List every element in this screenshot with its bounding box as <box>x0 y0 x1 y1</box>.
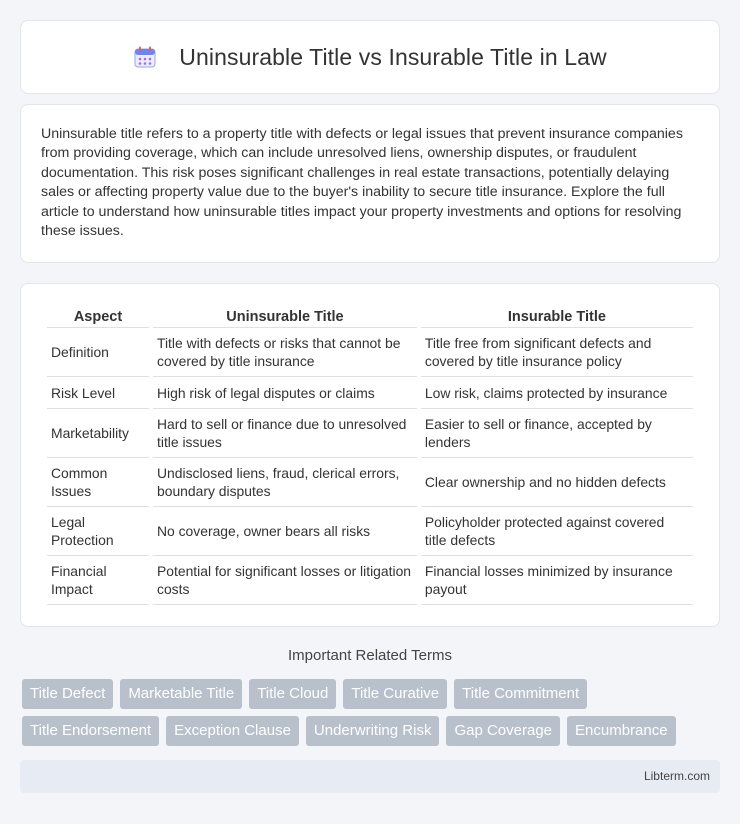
aspect-cell: Risk Level <box>47 377 149 409</box>
table-row <box>47 458 693 507</box>
table-row <box>47 409 693 458</box>
tag-row <box>22 679 722 709</box>
tag-title-defect[interactable]: Title Defect <box>22 679 113 709</box>
insurable-cell: Clear ownership and no hidden defects <box>421 458 693 507</box>
insurable-cell: Policyholder protected against covered title defects <box>421 507 693 556</box>
tag-title-curative[interactable]: Title Curative <box>343 679 447 709</box>
comparison-table <box>43 304 697 605</box>
uninsurable-cell: Title with defects or risks that cannot be covered by title insurance <box>153 328 417 377</box>
header-card <box>20 20 720 94</box>
insurable-cell: Low risk, claims protected by insurance <box>421 377 693 409</box>
tag-encumbrance[interactable]: Encumbrance <box>567 716 676 746</box>
aspect-cell: Legal Protection <box>47 507 149 556</box>
table-row <box>47 556 693 605</box>
comparison-table-card <box>20 283 720 627</box>
aspect-cell: Definition <box>47 328 149 377</box>
table-row <box>47 328 693 377</box>
insurable-cell: Easier to sell or finance, accepted by lenders <box>421 409 693 458</box>
column-header-aspect: Aspect <box>47 304 149 328</box>
intro-card <box>20 104 720 263</box>
intro-text: Uninsurable title refers to a property title with defects or legal issues that prevent insurance companies from providing coverage, which can include unresolved liens, ownership disputes, or fraudulent documentation. This risk poses significant challenges in real estate transactions, potentially delaying sales or affecting property value due to the buyer's inability to secure title insurance. Explore the full article to understand how uninsurable titles impact your property investments and options for resolving these issues. <box>41 126 683 240</box>
tag-title-commitment[interactable]: Title Commitment <box>454 679 587 709</box>
calendar-icon <box>133 45 157 69</box>
uninsurable-cell: Undisclosed liens, fraud, clerical errors, boundary disputes <box>153 458 417 507</box>
uninsurable-cell: Potential for significant losses or litigation costs <box>153 556 417 605</box>
insurable-cell: Title free from significant defects and covered by title insurance policy <box>421 328 693 377</box>
tag-title-cloud[interactable]: Title Cloud <box>249 679 336 709</box>
table-row <box>47 377 693 409</box>
aspect-cell: Marketability <box>47 409 149 458</box>
tag-title-endorsement[interactable]: Title Endorsement <box>22 716 159 746</box>
table-header-row <box>47 304 693 328</box>
table-row <box>47 507 693 556</box>
aspect-cell: Common Issues <box>47 458 149 507</box>
aspect-cell: Financial Impact <box>47 556 149 605</box>
related-terms-tags <box>22 679 722 753</box>
insurable-cell: Financial losses minimized by insurance payout <box>421 556 693 605</box>
uninsurable-cell: No coverage, owner bears all risks <box>153 507 417 556</box>
column-header-uninsurable: Uninsurable Title <box>153 304 417 328</box>
tag-gap-coverage[interactable]: Gap Coverage <box>446 716 560 746</box>
footer-site-link[interactable]: Libterm.com <box>643 769 710 783</box>
related-terms-title: Important Related Terms <box>288 647 452 664</box>
footer <box>20 760 720 793</box>
uninsurable-cell: Hard to sell or finance due to unresolved title issues <box>153 409 417 458</box>
page-title: Uninsurable Title vs Insurable Title in Law <box>179 43 607 70</box>
tag-marketable-title[interactable]: Marketable Title <box>120 679 242 709</box>
tag-row <box>22 716 722 746</box>
tag-underwriting-risk[interactable]: Underwriting Risk <box>306 716 440 746</box>
tag-exception-clause[interactable]: Exception Clause <box>166 716 299 746</box>
column-header-insurable: Insurable Title <box>421 304 693 328</box>
uninsurable-cell: High risk of legal disputes or claims <box>153 377 417 409</box>
